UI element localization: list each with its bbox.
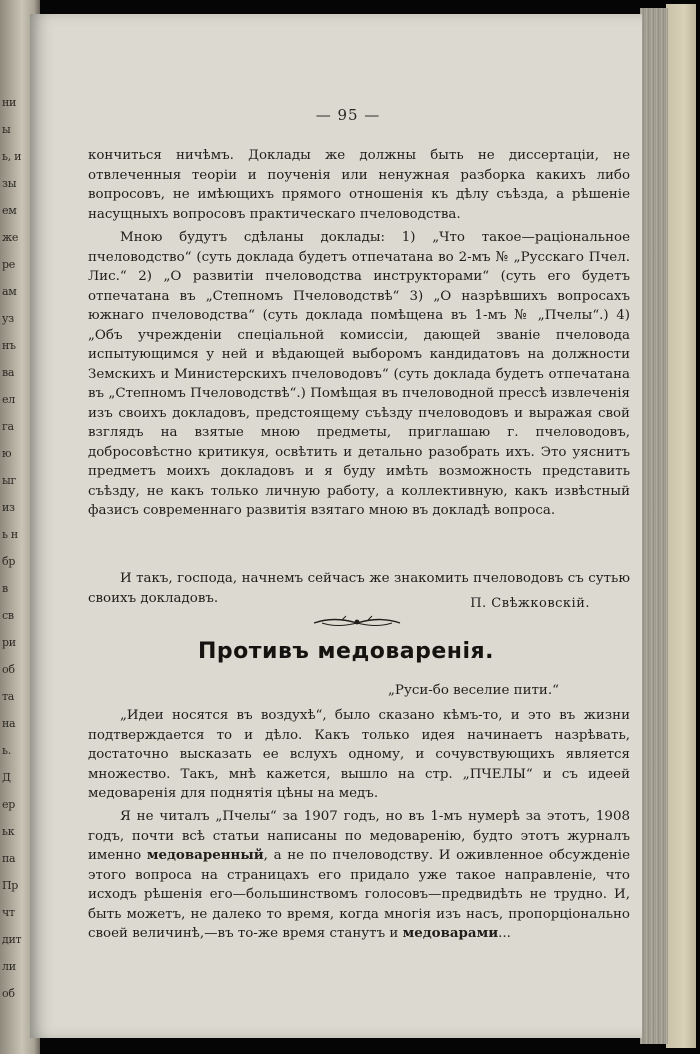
page-stack-edge [640,8,668,1044]
adjacent-page-fragment: зы [2,177,17,190]
adjacent-page-fragment: ь н [2,528,18,541]
adjacent-page-fragment: ам [2,285,17,298]
ornament-divider-icon [312,614,402,630]
adjacent-page-fragment: та [2,690,15,703]
paragraph-continued: кончиться ничѣмъ. Доклады же должны быть не диссертацiи, не отвлеченныя теорiи и поученiя или ненужная разборка какихъ либо вопросовъ, не имѣющихъ прямого отношенiя къ дѣлу съѣзда, а рѣшенiе насущныхъ вопросовъ практическаго пчеловодства. [88,148,630,222]
author-signature: П. Свѣжковскiй. [470,596,590,611]
emphasis-meadmakers: медоварами [402,925,499,941]
adjacent-page-fragment: в [2,582,8,595]
adjacent-page-fragment: ре [2,258,15,271]
adjacent-page-fragment: уз [2,312,14,325]
book-cover-edge [666,4,696,1048]
adjacent-page-fragment: ли [2,960,16,973]
adjacent-page-fragment: ер [2,798,15,811]
adjacent-page-fragment: па [2,852,16,865]
article-title: Противъ медоваренiя. [198,639,494,664]
text-run: ... [498,926,511,941]
adjacent-page-fragment: дит [2,933,22,946]
page-number: — 95 — [315,106,381,124]
paragraph-reports: Мною будутъ сдѣланы доклады: 1) „Что такое—рацiональное пчеловодство“ (суть доклада будетъ отпечатана во 2-мъ № „Русскаго Пчел. Лис.“ 2) „О развитiи пчеловодства инструкторами“ (суть его будетъ отпечатана въ „Степномъ Пчеловодствѣ“ 3) „О назрѣвшихъ вопросахъ южнаго пчеловодства“ (суть доклада помѣщена въ 1-мъ № „Пчелы“.) 4) „Объ учрежденiи спецiальной комиссiи, дающей званiе пчеловода испытующимся у ней и вѣдающей выборомъ кандидатовъ на должности Земскихъ и Министерскихъ пчеловодовъ“ (суть доклада будетъ отпечатана въ „Степномъ Пчеловодствѣ“.) Помѣщая въ пчеловодной прессѣ извлеченiя изъ своихъ докладовъ, предстоящему съѣзду пчеловодовъ и выражая свой взглядъ на взятые мною предметы, приглашаю г. пчеловодовъ, добросовѣстно критикуя, освѣтить и детально разобрать ихъ. Это уяснитъ предметъ моихъ докладовъ и я буду имѣть возможность представить съѣзду, не какъ только личную работу, а коллективную, какъ извѣстный фазисъ современнаго развитiя взятаго мною въ докладѣ вопроса. [88,230,630,518]
adjacent-page-fragment: бр [2,555,16,568]
text-run: , а не по пчеловодству. И оживленное обсужденiе этого вопроса на страницахъ его придало уже такое направленiе, что исходъ рѣшенiя его—большинствомъ голосовъ—предвидѣть не трудно. И, быть можетъ, не далеко то время, когда многiя изъ насъ, пропорцiонально своей величинѣ,—въ то-же время станутъ и [88,848,630,941]
adjacent-page-fragment: ел [2,393,15,406]
adjacent-page-fragment: ь. [2,744,11,757]
adjacent-page-fragment: св [2,609,14,622]
adjacent-page-fragment: ем [2,204,17,217]
emphasis-mead: медоваренный [146,847,264,863]
adjacent-page-fragment: Д [2,771,11,784]
paragraph-journal [88,807,630,944]
adjacent-page-fragment: из [2,501,15,514]
text-run: Я не читалъ „Пчелы“ за 1907 годъ, но въ 1-мъ нумерѣ за этотъ, 1908 годъ, почти всѣ статьи написаны по медоваренiю, будто этотъ журналъ именно [88,809,630,863]
adjacent-page-fragment: ь, и [2,150,22,163]
adjacent-page-fragment: ни [2,96,17,109]
adjacent-page-fragment: Пр [2,879,19,892]
adjacent-page-fragment: об [2,663,15,676]
adjacent-page-fragment: нъ [2,339,16,352]
adjacent-page-fragment: ва [2,366,15,379]
epigraph: „Руси-бо веселие пити.“ [388,683,559,698]
adjacent-page-fragment: га [2,420,14,433]
paragraph-ideas: „Идеи носятся въ воздухѣ“, было сказано кѣмъ-то, и это въ жизни подтверждается то и дѣло. Какъ только идея начинаетъ назрѣвать, достаточно высказать ее вслухъ одному, и сочувствующихъ является множество. Такъ, мнѣ кажется, вышло на стр. „ПЧЕЛЫ“ и съ идеей медоваренiя для поднятiя цѣны на медъ. [88,708,630,801]
adjacent-page-fragment: ыг [2,474,16,487]
book-page [30,14,642,1038]
adjacent-page-fragment: об [2,987,15,1000]
adjacent-page-fragment: ри [2,636,16,649]
adjacent-page-fragment: чт [2,906,15,919]
adjacent-page-fragment: ю [2,447,12,460]
adjacent-page-fragment: на [2,717,16,730]
paragraph-closing: И такъ, господа, начнемъ сейчасъ же знакомить пчеловодовъ съ сутью своихъ докладовъ. [88,571,630,606]
adjacent-page-fragment: ы [2,123,11,136]
adjacent-page-fragment: же [2,231,19,244]
adjacent-page-fragment: ьк [2,825,15,838]
